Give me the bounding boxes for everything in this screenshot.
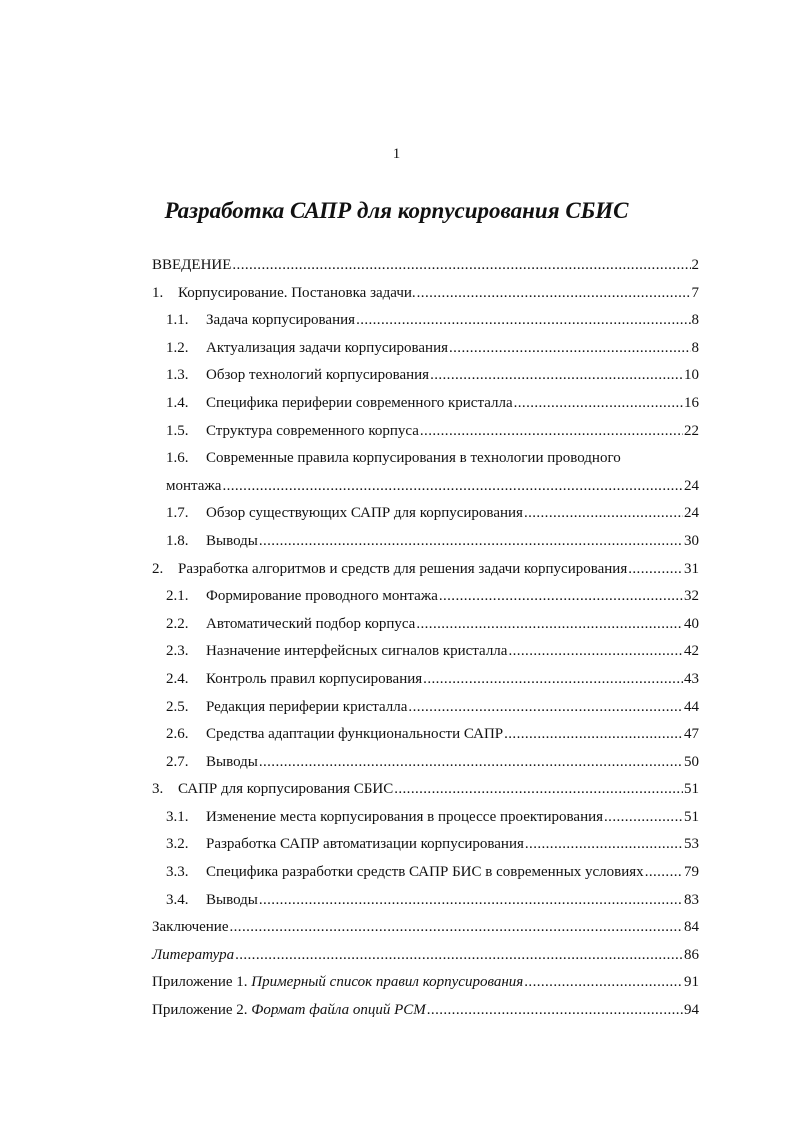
toc-entry-title-text: Разработка алгоритмов и средств для решения задачи корпусирования (178, 560, 628, 577)
toc-entry[interactable] (152, 997, 699, 1025)
toc-entry-title (178, 776, 393, 804)
toc-page-number: 53 (684, 836, 699, 853)
toc-entry-title (206, 611, 415, 639)
toc-entry[interactable] (166, 390, 699, 418)
toc-entry-title-text: САПР для корпусирования СБИС (178, 781, 394, 798)
toc-entry[interactable] (166, 694, 699, 722)
toc-entry-title-text: Обзор существующих САПР для корпусирования (206, 505, 523, 522)
toc-entry[interactable] (166, 611, 699, 639)
toc-entry-number: 1.4. (166, 394, 189, 411)
toc-entry-number: 2.7. (166, 753, 189, 770)
toc-entry[interactable] (166, 831, 699, 859)
toc-entry-title (206, 500, 523, 528)
toc-entry-number: 3.4. (166, 891, 189, 908)
toc-page-number: 2 (691, 257, 699, 273)
toc-entry-title (206, 749, 258, 777)
toc-entry[interactable] (166, 638, 699, 666)
toc-page-number: 51 (684, 781, 699, 798)
toc-entry-number: 1.3. (166, 367, 189, 384)
toc-leader-dots (430, 362, 683, 390)
toc-leader-dots (604, 804, 683, 832)
toc-page-number: 84 (684, 919, 699, 936)
toc-page-number: 8 (691, 339, 699, 356)
toc-page-number: 50 (684, 753, 699, 770)
toc-entry-title-text: Редакция периферии кристалла (206, 698, 408, 715)
toc-entry-title (206, 528, 258, 556)
toc-entry-number: 1.1. (166, 312, 189, 329)
toc-page-number: 10 (684, 367, 699, 384)
toc-leader-dots (628, 556, 683, 584)
toc-leader-dots (504, 721, 683, 749)
toc-entry-number: 2.6. (166, 726, 189, 743)
toc-entry-number: 1.6. (166, 450, 189, 467)
toc-entry-number: 1. (152, 284, 164, 301)
toc-entry[interactable] (152, 556, 699, 584)
toc-leader-dots (222, 473, 683, 501)
toc-entry-title-text: Автоматический подбор корпуса (206, 615, 416, 632)
toc-page-number: 7 (691, 284, 699, 301)
toc-leader-dots (645, 859, 683, 887)
toc-page-number: 42 (684, 643, 699, 660)
toc-entry-number: 2. (152, 560, 164, 577)
toc-leader-dots (356, 307, 690, 335)
toc-leader-dots (408, 694, 683, 722)
toc-entry-title-continued: монтажа (166, 477, 222, 494)
toc-leader-dots (232, 252, 690, 280)
toc-entry-title-text: Заключение (152, 919, 229, 936)
toc-leader-dots (259, 887, 683, 915)
toc-leader-dots (235, 942, 683, 970)
toc-entry-number: 3. (152, 781, 164, 798)
toc-entry-title (206, 418, 419, 446)
toc-entry[interactable] (166, 418, 699, 446)
toc-entry-title (152, 969, 523, 997)
toc-entry-title-text: ВВЕДЕНИЕ (152, 257, 232, 273)
toc-page-number: 30 (684, 532, 699, 549)
toc-entry[interactable] (166, 362, 699, 390)
toc-page-number: 16 (684, 394, 699, 411)
toc-entry-title-text: Изменение места корпусирования в процессе проектирования (206, 808, 604, 825)
toc-entry[interactable] (166, 335, 699, 363)
toc-entry-number: 2.1. (166, 588, 189, 605)
toc-entry-title (206, 694, 407, 722)
toc-entry-title-text: Специфика периферии современного кристалла (206, 394, 513, 411)
toc-page-number: 51 (684, 808, 699, 825)
toc-entry-number: 1.5. (166, 422, 189, 439)
toc-entry-title (178, 556, 627, 584)
toc-entry-number: 3.3. (166, 864, 189, 881)
toc-leader-dots (508, 638, 683, 666)
toc-entry[interactable] (152, 252, 699, 280)
toc-page-number: 43 (684, 670, 699, 687)
toc-entry[interactable] (166, 804, 699, 832)
toc-leader-dots (427, 997, 683, 1025)
toc-entry-title-text: Приложение 1. (152, 974, 252, 991)
toc-leader-dots (449, 335, 691, 363)
toc-entry[interactable] (166, 749, 699, 777)
toc-page-number: 8 (691, 312, 699, 329)
toc-leader-dots (230, 914, 684, 942)
toc-entry-title (206, 887, 258, 915)
toc-entry-number: 3.1. (166, 808, 189, 825)
toc-entry[interactable] (166, 528, 699, 556)
toc-entry-title (206, 638, 507, 666)
toc-entry-number: 1.2. (166, 339, 189, 356)
toc-entry-title (152, 914, 229, 942)
toc-page-number: 91 (684, 974, 699, 991)
toc-page-number: 44 (684, 698, 699, 715)
toc-page-number: 47 (684, 726, 699, 743)
toc-entry-title (206, 583, 438, 611)
toc-entry[interactable] (166, 887, 699, 915)
toc-entry-title-italic: Примерный список правил корпусирования (251, 974, 524, 991)
table-of-contents (0, 252, 793, 1025)
toc-page-number: 40 (684, 615, 699, 632)
toc-entry[interactable] (166, 500, 699, 528)
toc-leader-dots (525, 831, 683, 859)
toc-entry[interactable] (152, 942, 699, 970)
toc-entry-title-text: Обзор технологий корпусирования (206, 367, 430, 384)
toc-entry[interactable] (166, 859, 699, 887)
toc-entry-title (206, 362, 429, 390)
toc-entry[interactable] (152, 914, 699, 942)
toc-leader-dots (524, 500, 683, 528)
toc-leader-dots (439, 583, 683, 611)
toc-entry-title (152, 252, 231, 280)
toc-entry[interactable] (152, 969, 699, 997)
toc-entry-title-text: Специфика разработки средств САПР БИС в современных условиях (206, 864, 644, 881)
toc-entry-title-text: Разработка САПР автоматизации корпусирования (206, 836, 524, 853)
toc-entry-title (206, 804, 603, 832)
page-number: 1 (392, 146, 401, 162)
toc-entry-title-text: Приложение 2. (152, 1002, 252, 1019)
toc-entry-title (206, 335, 448, 363)
toc-entry[interactable] (166, 721, 699, 749)
toc-entry[interactable] (152, 280, 699, 308)
toc-page-number: 94 (684, 1002, 699, 1019)
toc-entry-title-text: Назначение интерфейсных сигналов кристалла (206, 643, 508, 660)
toc-entry-title-text: Контроль правил корпусирования (206, 670, 423, 687)
toc-entry[interactable] (166, 666, 699, 694)
toc-entry-number: 1.8. (166, 532, 189, 549)
toc-entry-title (152, 997, 426, 1025)
toc-entry-number: 3.2. (166, 836, 189, 853)
toc-entry-title-text: Актуализация задачи корпусирования (206, 339, 448, 356)
toc-entry-number: 2.2. (166, 615, 189, 632)
toc-entry[interactable] (166, 473, 699, 501)
toc-entry-title (178, 280, 416, 308)
toc-page-number: 24 (684, 477, 699, 494)
toc-leader-dots (423, 666, 683, 694)
toc-entry-title-text: Выводы (206, 532, 258, 549)
toc-entry-title (206, 859, 644, 887)
toc-leader-dots (394, 776, 683, 804)
toc-page-number: 24 (684, 505, 699, 522)
toc-entry-number: 2.5. (166, 698, 189, 715)
toc-page-number: 86 (684, 946, 699, 963)
toc-entry[interactable] (166, 583, 699, 611)
toc-entry-title (206, 307, 355, 335)
toc-entry-title-text: Структура современного корпуса (206, 422, 419, 439)
toc-entry-title-text: Выводы (206, 891, 258, 908)
toc-entry[interactable] (166, 307, 699, 335)
toc-page-number: 22 (684, 422, 699, 439)
toc-entry-title-text: Средства адаптации функциональности САПР (206, 726, 504, 743)
toc-leader-dots (417, 280, 691, 308)
toc-entry-title: Современные правила корпусирования в технологии проводного (206, 450, 621, 467)
toc-entry-title-text: Корпусирование. Постановка задачи. (178, 284, 416, 301)
toc-page-number: 32 (684, 588, 699, 605)
toc-leader-dots (420, 418, 683, 446)
toc-entry[interactable] (152, 776, 699, 804)
toc-leader-dots (514, 390, 683, 418)
toc-entry-title-text: Формирование проводного монтажа (206, 588, 438, 605)
toc-entry-title-text: Выводы (206, 753, 258, 770)
toc-entry-title-text: Задача корпусирования (206, 312, 356, 329)
toc-leader-dots (524, 969, 683, 997)
toc-entry-number: 2.4. (166, 670, 189, 687)
toc-entry-title-italic: Литература (152, 946, 235, 963)
toc-entry-number: 2.3. (166, 643, 189, 660)
toc-entry-title (206, 390, 513, 418)
document-title: Разработка САПР для корпусирования СБИС (164, 198, 629, 223)
toc-entry-title-italic: Формат файла опций PCM (251, 1002, 426, 1019)
toc-entry-title (206, 666, 422, 694)
toc-page-number: 31 (684, 560, 699, 577)
toc-leader-dots (259, 528, 683, 556)
toc-leader-dots (416, 611, 683, 639)
toc-leader-dots (259, 749, 683, 777)
toc-entry-title (206, 831, 524, 859)
toc-entry-title (206, 721, 503, 749)
toc-entry-title (152, 942, 234, 970)
toc-entry-number: 1.7. (166, 505, 189, 522)
toc-page-number: 83 (684, 891, 699, 908)
toc-entry-line[interactable] (166, 445, 699, 473)
toc-page-number: 79 (684, 864, 699, 881)
